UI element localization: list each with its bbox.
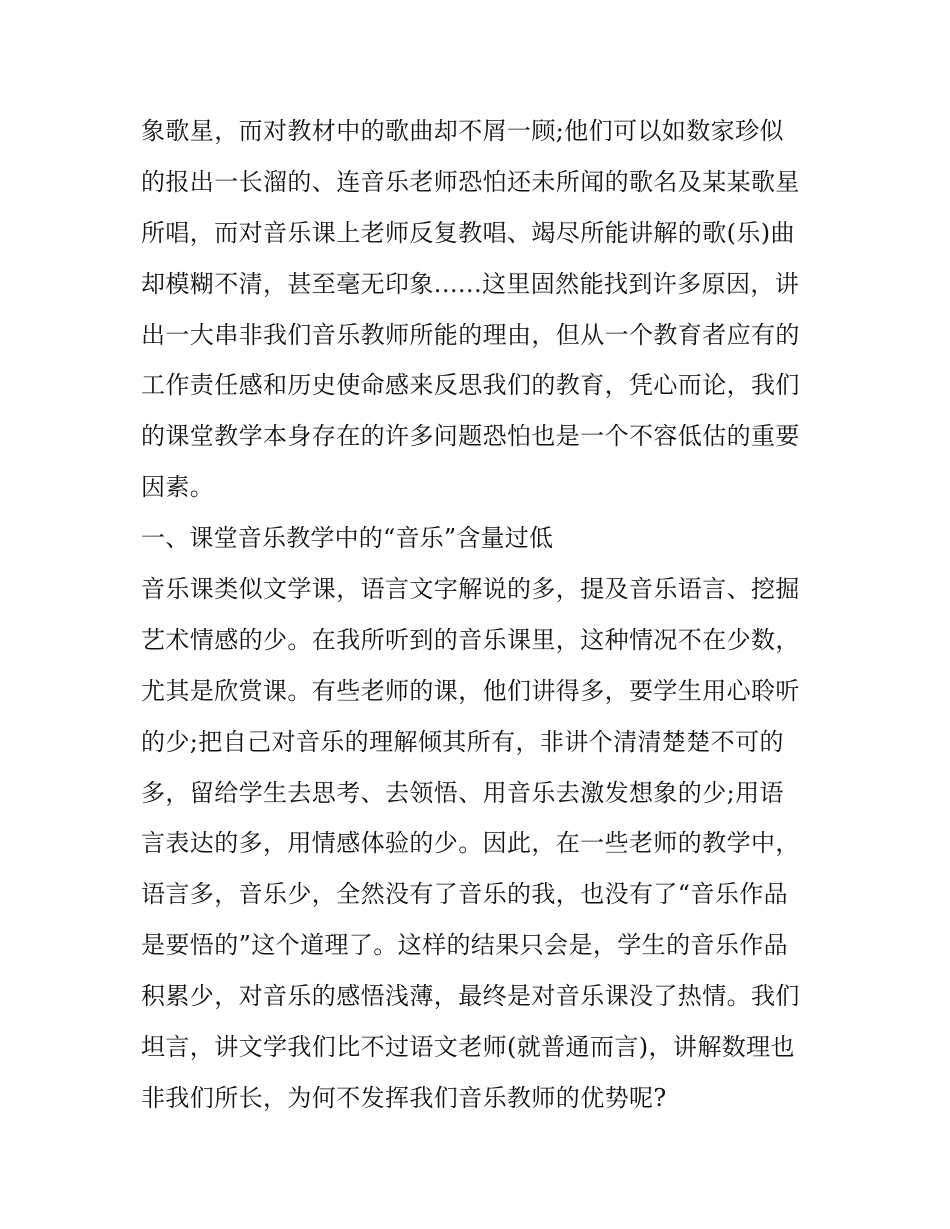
paragraph-line: 音乐课类似文学课，语言文字解说的多，提及音乐语言、挖掘 [141, 575, 800, 604]
paragraph-line: 艺术情感的少。在我所听到的音乐课里，这种情况不在少数， [141, 625, 800, 654]
paragraph-line: 非我们所长，为何不发挥我们音乐教师的优势呢? [141, 1083, 667, 1112]
paragraph-line: 所唱，而对音乐课上老师反复教唱、竭尽所能讲解的歌(乐)曲 [141, 218, 795, 247]
paragraph-line: 出一大串非我们音乐教师所能的理由，但从一个教育者应有的 [141, 320, 800, 349]
paragraph-line: 却模糊不清，甚至毫无印象......这里固然能找到许多原因，讲 [141, 269, 800, 298]
paragraph-line: 是要悟的”这个道理了。这样的结果只会是，学生的音乐作品 [141, 931, 789, 960]
paragraph-line: 的课堂教学本身存在的许多问题恐怕也是一个不容低估的重要 [141, 422, 800, 451]
paragraph-line: 的少;把自己对音乐的理解倾其所有，非讲个清清楚楚不可的 [141, 727, 784, 756]
paragraph-line: 象歌星，而对教材中的歌曲却不屑一顾;他们可以如数家珍似 [141, 117, 784, 145]
paragraph-line: 积累少，对音乐的感悟浅薄，最终是对音乐课没了热情。我们 [141, 982, 800, 1011]
paragraph-line: 的报出一长溜的、连音乐老师恐怕还未所闻的歌名及某某歌星 [141, 167, 800, 196]
paragraph-line: 尤其是欣赏课。有些老师的课，他们讲得多，要学生用心聆听 [141, 676, 800, 705]
section-heading: 一、课堂音乐教学中的“音乐”含量过低 [141, 524, 554, 553]
paragraph-line: 语言多，音乐少，全然没有了音乐的我，也没有了“音乐作品 [141, 880, 789, 909]
paragraph-line: 多，留给学生去思考、去领悟、用音乐去激发想象的少;用语 [141, 778, 784, 807]
paragraph-line: 坦言，讲文学我们比不过语文老师(就普通而言)，讲解数理也 [141, 1033, 795, 1062]
document-body [141, 106, 821, 1124]
paragraph-line: 工作责任感和历史使命感来反思我们的教育，凭心而论，我们 [141, 371, 800, 400]
paragraph-line: 因素。 [141, 473, 215, 502]
paragraph-line: 言表达的多，用情感体验的少。因此，在一些老师的教学中， [141, 829, 800, 858]
